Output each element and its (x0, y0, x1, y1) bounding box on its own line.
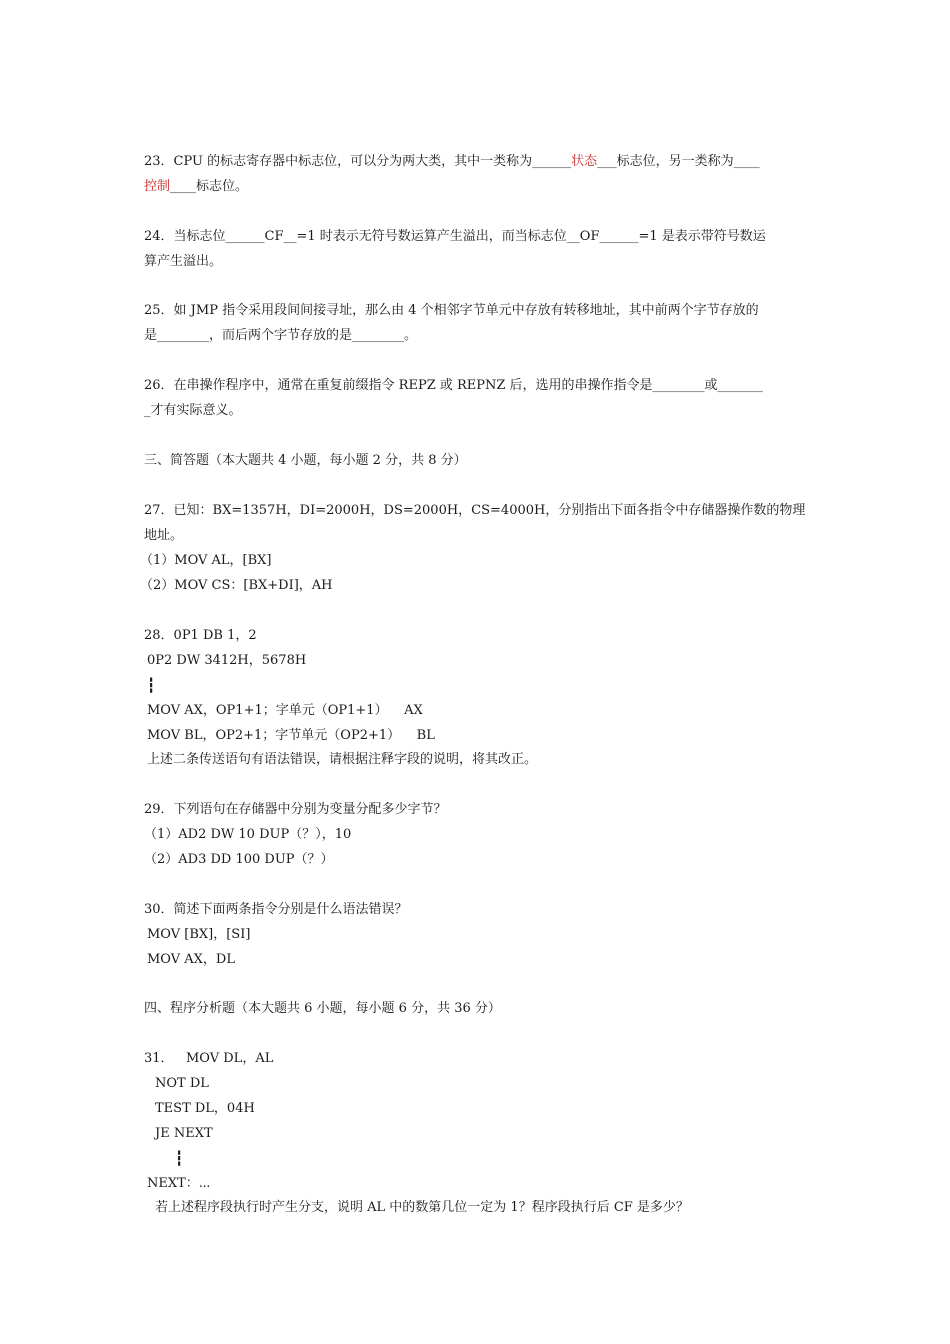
q27-line2: 地址。 (144, 528, 184, 543)
q23-answer-status: 状态 (571, 154, 598, 169)
q23-line1 (144, 153, 760, 171)
q28-vertical-ellipsis: ┇ (147, 678, 156, 694)
q23-line2 (144, 178, 248, 196)
q31-line2: NOT DL (155, 1076, 209, 1091)
q29-item2: （2）AD3 DD 100 DUP（？） (144, 852, 334, 867)
q23-answer-control: 控制 (144, 179, 171, 194)
q31-line4: JE NEXT (155, 1126, 213, 1141)
section-3-heading: 三、简答题（本大题共 4 小题，每小题 2 分，共 8 分） (144, 453, 467, 468)
q26-line2: _才有实际意义。 (144, 403, 242, 418)
q28-line1: 28．0P1 DB 1，2 (144, 628, 257, 643)
q28-line4: MOV BL，OP2+1；字节单元（OP2+1） BL (147, 728, 435, 743)
q28-line3: MOV AX，OP1+1；字单元（OP1+1） AX (147, 703, 423, 718)
q30-line1: 30．简述下面两条指令分别是什么语法错误？ (144, 902, 408, 917)
q30-line3: MOV AX，DL (147, 952, 235, 967)
q25-line1: 25．如 JMP 指令采用段间间接寻址，那么由 4 个相邻字节单元中存放有转移地址，其中前两个字节存放的 (144, 303, 759, 318)
q31-line1: MOV DL，AL (186, 1051, 274, 1066)
q29-line1: 29．下列语句在存储器中分别为变量分配多少字节？ (144, 802, 447, 817)
q24-line1: 24．当标志位______CF__=1 时表示无符号数运算产生溢出，而当标志位__OF______=1 是表示带符号数运 (144, 229, 766, 244)
q26-line1: 26．在串操作程序中，通常在重复前缀指令 REPZ 或 REPNZ 后，选用的串操作指令是________或_______ (144, 378, 764, 393)
q29-item1: （1）AD2 DW 10 DUP（？），10 (144, 827, 352, 842)
q27-item1: （1）MOV AL，[BX] (140, 553, 272, 568)
q31-line6: 若上述程序段执行时产生分支，说明 AL 中的数第几位一定为 1？程序段执行后 CF 是多少？ (155, 1200, 689, 1215)
section-4-heading: 四、程序分析题（本大题共 6 小题，每小题 6 分，共 36 分） (144, 1001, 501, 1016)
q27-item2: （2）MOV CS：[BX+DI]，AH (140, 578, 333, 593)
q28-line2: 0P2 DW 3412H，5678H (147, 653, 307, 668)
q31-line5: NEXT：⋯ (147, 1176, 211, 1191)
q23-text-c: ____标志位。 (170, 179, 249, 194)
q24-line2: 算产生溢出。 (144, 254, 223, 269)
q25-line2: 是________，而后两个字节存放的是________。 (144, 328, 418, 343)
q23-text-b: ___标志位，另一类称为____ (597, 154, 760, 169)
q23-text-a: 23．CPU 的标志寄存器中标志位，可以分为两大类，其中一类称为______ (144, 154, 572, 169)
q31-number: 31． (144, 1051, 174, 1066)
q30-line2: MOV [BX]，[SI] (147, 927, 251, 942)
q27-line1: 27．已知：BX=1357H，DI=2000H，DS=2000H，CS=4000H，分别指出下面各指令中存储器操作数的物理 (144, 503, 806, 518)
q28-line5: 上述二条传送语句有语法错误，请根据注释字段的说明，将其改正。 (147, 752, 538, 767)
q31-vertical-ellipsis: ┇ (175, 1151, 184, 1167)
q31-line3: TEST DL，04H (155, 1101, 255, 1116)
